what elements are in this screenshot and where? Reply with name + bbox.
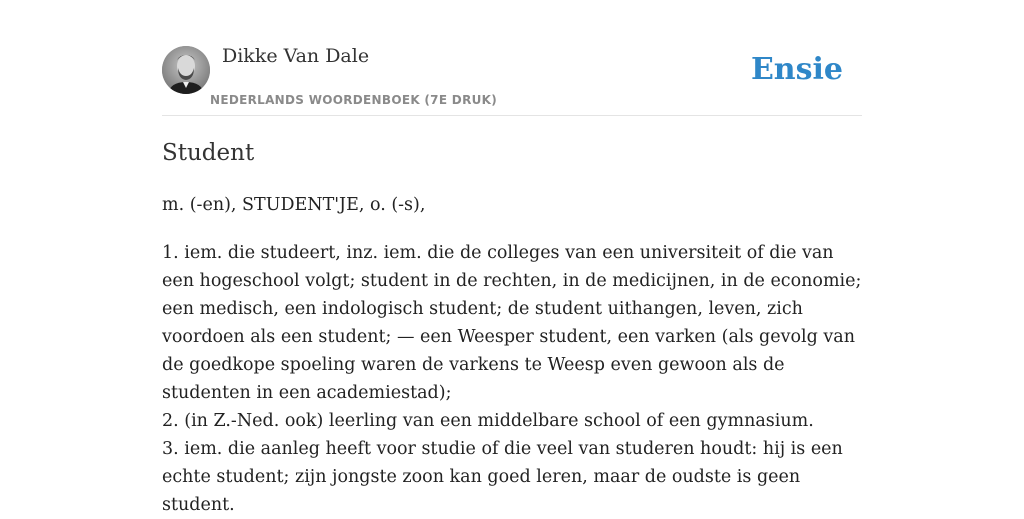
author-name[interactable]: Dikke Van Dale [222,45,370,67]
author-avatar[interactable] [162,46,210,94]
portrait-photo-icon [162,46,210,94]
entry-header [162,0,862,116]
entry-grammar: m. (-en), STUDENT'JE, o. (-s), [162,195,426,215]
entry-card [162,0,862,515]
source-subtitle: NEDERLANDS WOORDENBOEK (7E DRUK) [210,93,498,107]
definition-item: 1. iem. die studeert, inz. iem. die de colleges van een universiteit of die van een hogeschool volgt; student in de rechten, in de medicijnen, in de economie; een medisch, een indologisch student; de student uithangen, leven, zich voordoen als een student; — een Weesper student, een varken (als gevolg van de goedkope spoeling waren de varkens te Weesp even gewoon als de studenten in een academiestad); [162,243,862,403]
entry-headword: Student [162,140,255,166]
brand-logo-link[interactable]: Ensie [750,52,843,87]
entry-definitions [162,239,867,519]
definition-item: 2. (in Z.-Ned. ook) leerling van een middelbare school of een gymnasium. [162,411,814,431]
definition-item: 3. iem. die aanleg heeft voor studie of die veel van studeren houdt: hij is een echte student; zijn jongste zoon kan goed leren, maar de oudste is geen student. [162,439,843,515]
